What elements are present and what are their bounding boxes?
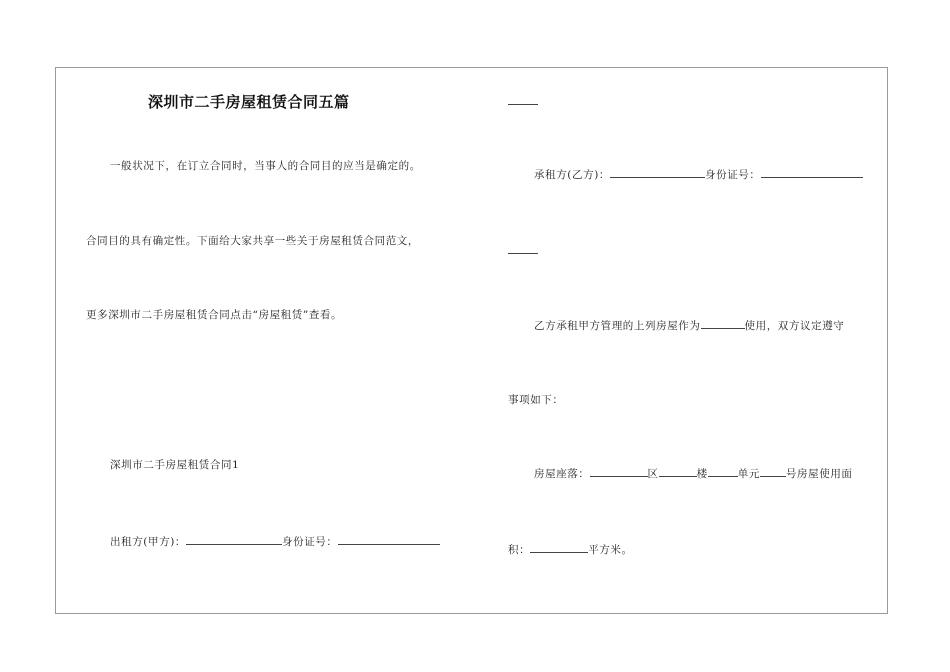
usage-text-part-1: 乙方承租甲方管理的上列房屋作为 bbox=[534, 320, 701, 332]
building-blank bbox=[659, 466, 697, 477]
document-title: 深圳市二手房屋租赁合同五篇 bbox=[148, 93, 350, 111]
lessee-id-label: 身份证号： bbox=[705, 169, 761, 181]
unit-blank bbox=[708, 466, 738, 477]
intro-paragraph-line-2: 合同目的具有确定性。下面给大家共享一些关于房屋租赁合同范文， bbox=[86, 235, 419, 247]
unit-label: 单元 bbox=[737, 468, 760, 480]
continuation-blank-top bbox=[508, 104, 538, 105]
district-label: 区 bbox=[647, 468, 659, 480]
room-label: 号房屋使用面 bbox=[785, 468, 853, 480]
usage-purpose-blank bbox=[701, 318, 745, 329]
intro-paragraph-line-1: 一般状况下，在订立合同时，当事人的合同目的应当是确定的。 bbox=[110, 160, 421, 172]
lessor-id-label: 身份证号： bbox=[282, 536, 338, 548]
area-line bbox=[508, 542, 633, 557]
lessor-label: 出租方(甲方)： bbox=[110, 536, 186, 548]
lessee-line bbox=[534, 167, 863, 182]
area-label: 积： bbox=[508, 544, 531, 556]
location-label: 房屋座落： bbox=[534, 468, 590, 480]
intro-paragraph-line-3: 更多深圳市二手房屋租赁合同点击“房屋租赁”查看。 bbox=[86, 309, 343, 321]
lessee-id-blank bbox=[761, 167, 863, 178]
room-blank bbox=[760, 466, 786, 477]
area-blank bbox=[530, 542, 588, 553]
continuation-blank-middle bbox=[508, 253, 538, 254]
usage-line bbox=[534, 318, 844, 333]
building-label: 楼 bbox=[696, 468, 708, 480]
usage-line-continuation: 事项如下： bbox=[508, 394, 564, 406]
lessor-name-blank bbox=[186, 534, 282, 545]
contract-section-heading: 深圳市二手房屋租赁合同1 bbox=[110, 459, 240, 471]
lessee-name-blank bbox=[610, 167, 705, 178]
lessee-label: 承租方(乙方)： bbox=[534, 169, 610, 181]
location-line bbox=[534, 466, 853, 481]
district-blank bbox=[590, 466, 648, 477]
usage-text-part-2: 使用，双方议定遵守 bbox=[744, 320, 845, 332]
area-unit: 平方米。 bbox=[588, 544, 633, 556]
lessor-line bbox=[110, 534, 440, 549]
page-frame bbox=[55, 67, 888, 614]
lessor-id-blank bbox=[338, 534, 440, 545]
